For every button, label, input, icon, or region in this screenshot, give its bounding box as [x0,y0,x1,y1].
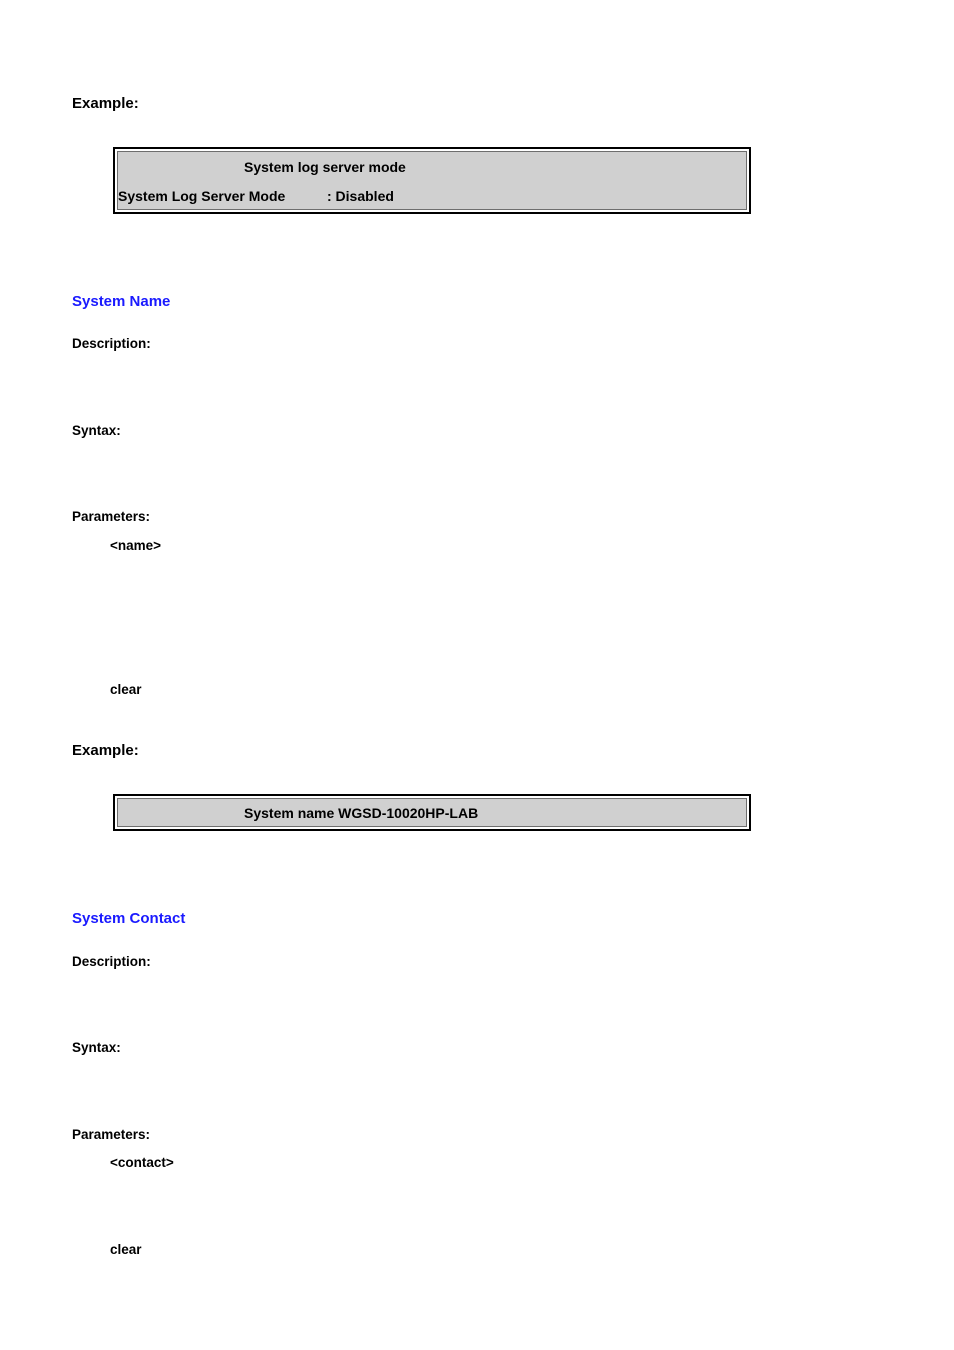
cli-example-box [113,147,751,214]
parameter-clear: clear [110,1242,142,1257]
section-title-system-name: System Name [72,293,171,310]
cli-command: System log server mode [244,159,406,175]
parameter-name: <name> [110,538,162,553]
cli-example-box [113,794,751,831]
description-label: Description: [72,336,151,351]
parameter-contact: <contact> [110,1155,174,1170]
cli-command: System name WGSD-10020HP-LAB [244,805,479,821]
parameters-label: Parameters: [72,509,151,524]
syntax-label: Syntax: [72,423,121,438]
parameters-label: Parameters: [72,1127,151,1142]
section-title-system-contact: System Contact [72,910,186,927]
syntax-label: Syntax: [72,1040,121,1055]
cli-output-label: System Log Server Mode [118,188,286,204]
example-heading: Example: [72,95,139,112]
parameter-clear: clear [110,682,142,697]
cli-output-value: : Disabled [327,188,394,204]
example-heading: Example: [72,742,139,759]
description-label: Description: [72,954,151,969]
